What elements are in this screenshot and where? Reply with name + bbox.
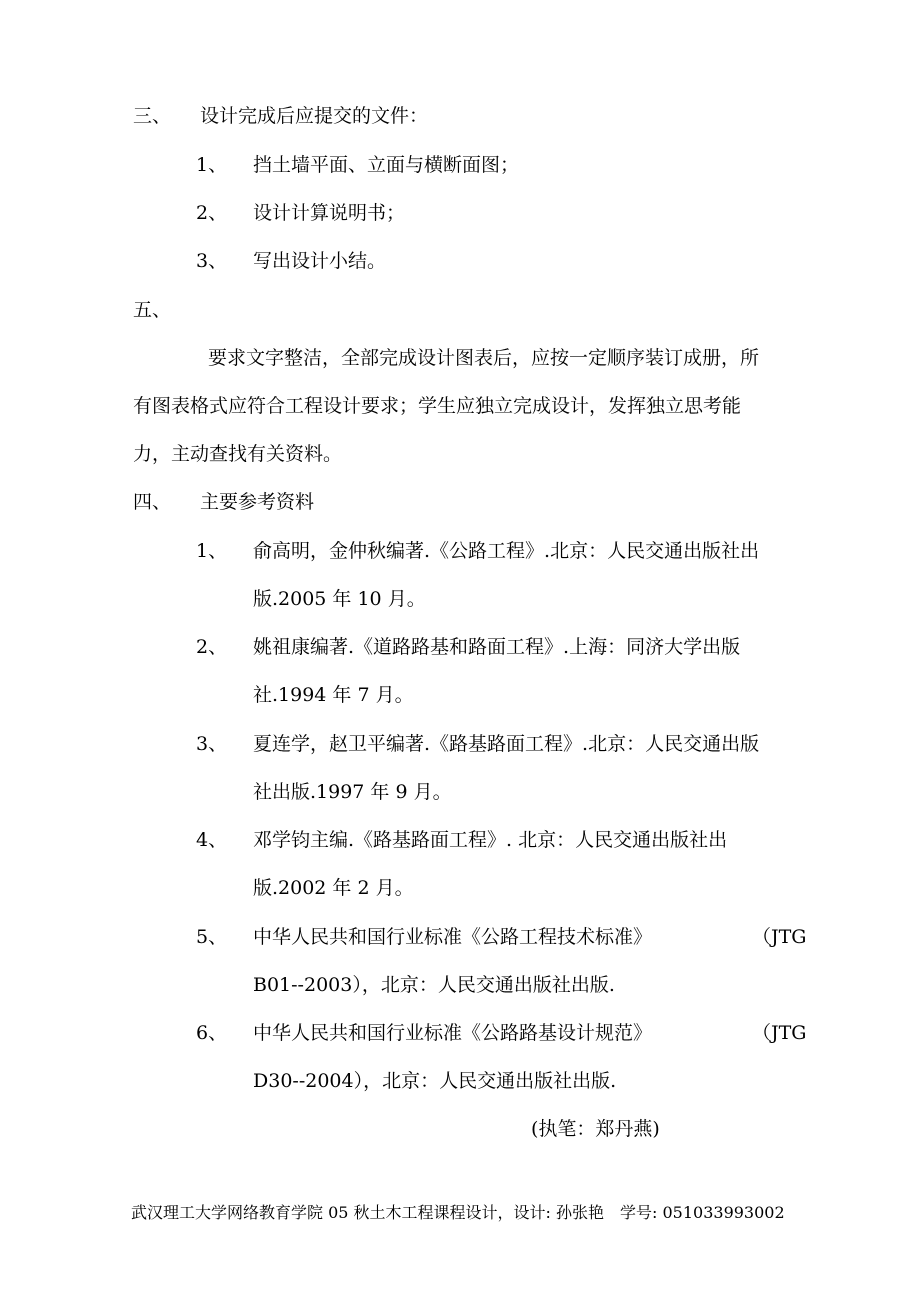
section-3-item-3-text: 写出设计小结。 bbox=[253, 250, 387, 272]
section-3-heading: 设计完成后应提交的文件： bbox=[200, 105, 429, 127]
page-footer: 武汉理工大学网络教育学院 05 秋土木工程课程设计，设计: 孙张艳 学号: 051033993002 bbox=[131, 1203, 785, 1222]
reference-6-line-2: D30--2004），北京：人民交通出版社出版. bbox=[253, 1070, 617, 1092]
reference-6-line-1: 中华人民共和国行业标准《公路路基设计规范》 bbox=[253, 1022, 653, 1044]
section-3-item-2-text: 设计计算说明书； bbox=[253, 202, 406, 224]
reference-2-number: 2、 bbox=[196, 636, 228, 658]
section-3-item-1-text: 挡土墙平面、立面与横断面图； bbox=[253, 154, 520, 176]
reference-5-line-2: B01--2003），北京：人民交通出版社出版. bbox=[253, 974, 615, 996]
section-3-number: 三、 bbox=[133, 105, 172, 127]
reference-2-line-1: 姚祖康编著.《道路路基和路面工程》.上海：同济大学出版 bbox=[253, 636, 741, 658]
reference-3-line-2: 社出版.1997 年 9 月。 bbox=[253, 781, 452, 803]
section-3-item-2-number: 2、 bbox=[196, 202, 228, 224]
author-note: (执笔：郑丹燕) bbox=[531, 1118, 660, 1140]
reference-3-number: 3、 bbox=[196, 733, 228, 755]
reference-1-line-2: 版.2005 年 10 月。 bbox=[253, 588, 426, 610]
section-5-number: 五、 bbox=[133, 299, 172, 321]
reference-2-line-2: 社.1994 年 7 月。 bbox=[253, 684, 414, 706]
reference-5-standard-code-prefix: （JTG bbox=[752, 926, 807, 948]
reference-1-number: 1、 bbox=[196, 540, 228, 562]
reference-1-line-1: 俞高明，金仲秋编著.《公路工程》.北京：人民交通出版社出 bbox=[253, 540, 760, 562]
reference-4-line-2: 版.2002 年 2 月。 bbox=[253, 877, 414, 899]
reference-3-line-1: 夏连学，赵卫平编著.《路基路面工程》.北京：人民交通出版 bbox=[253, 733, 760, 755]
section-4-number: 四、 bbox=[133, 491, 172, 513]
section-3-item-1-number: 1、 bbox=[196, 154, 228, 176]
section-5-paragraph-line-2: 有图表格式应符合工程设计要求；学生应独立完成设计，发挥独立思考能 bbox=[133, 395, 742, 417]
reference-5-number: 5、 bbox=[196, 926, 228, 948]
section-3-item-3-number: 3、 bbox=[196, 250, 228, 272]
reference-5-line-1: 中华人民共和国行业标准《公路工程技术标准》 bbox=[253, 926, 653, 948]
reference-4-line-1: 邓学钧主编.《路基路面工程》. 北京：人民交通出版社出 bbox=[253, 829, 728, 851]
reference-6-standard-code-prefix: （JTG bbox=[752, 1022, 807, 1044]
section-5-paragraph-line-3: 力，主动查找有关资料。 bbox=[133, 443, 343, 465]
section-4-heading: 主要参考资料 bbox=[200, 491, 315, 513]
section-5-paragraph-line-1: 要求文字整洁，全部完成设计图表后，应按一定顺序装订成册，所 bbox=[208, 347, 760, 369]
reference-4-number: 4、 bbox=[196, 829, 228, 851]
reference-6-number: 6、 bbox=[196, 1022, 228, 1044]
